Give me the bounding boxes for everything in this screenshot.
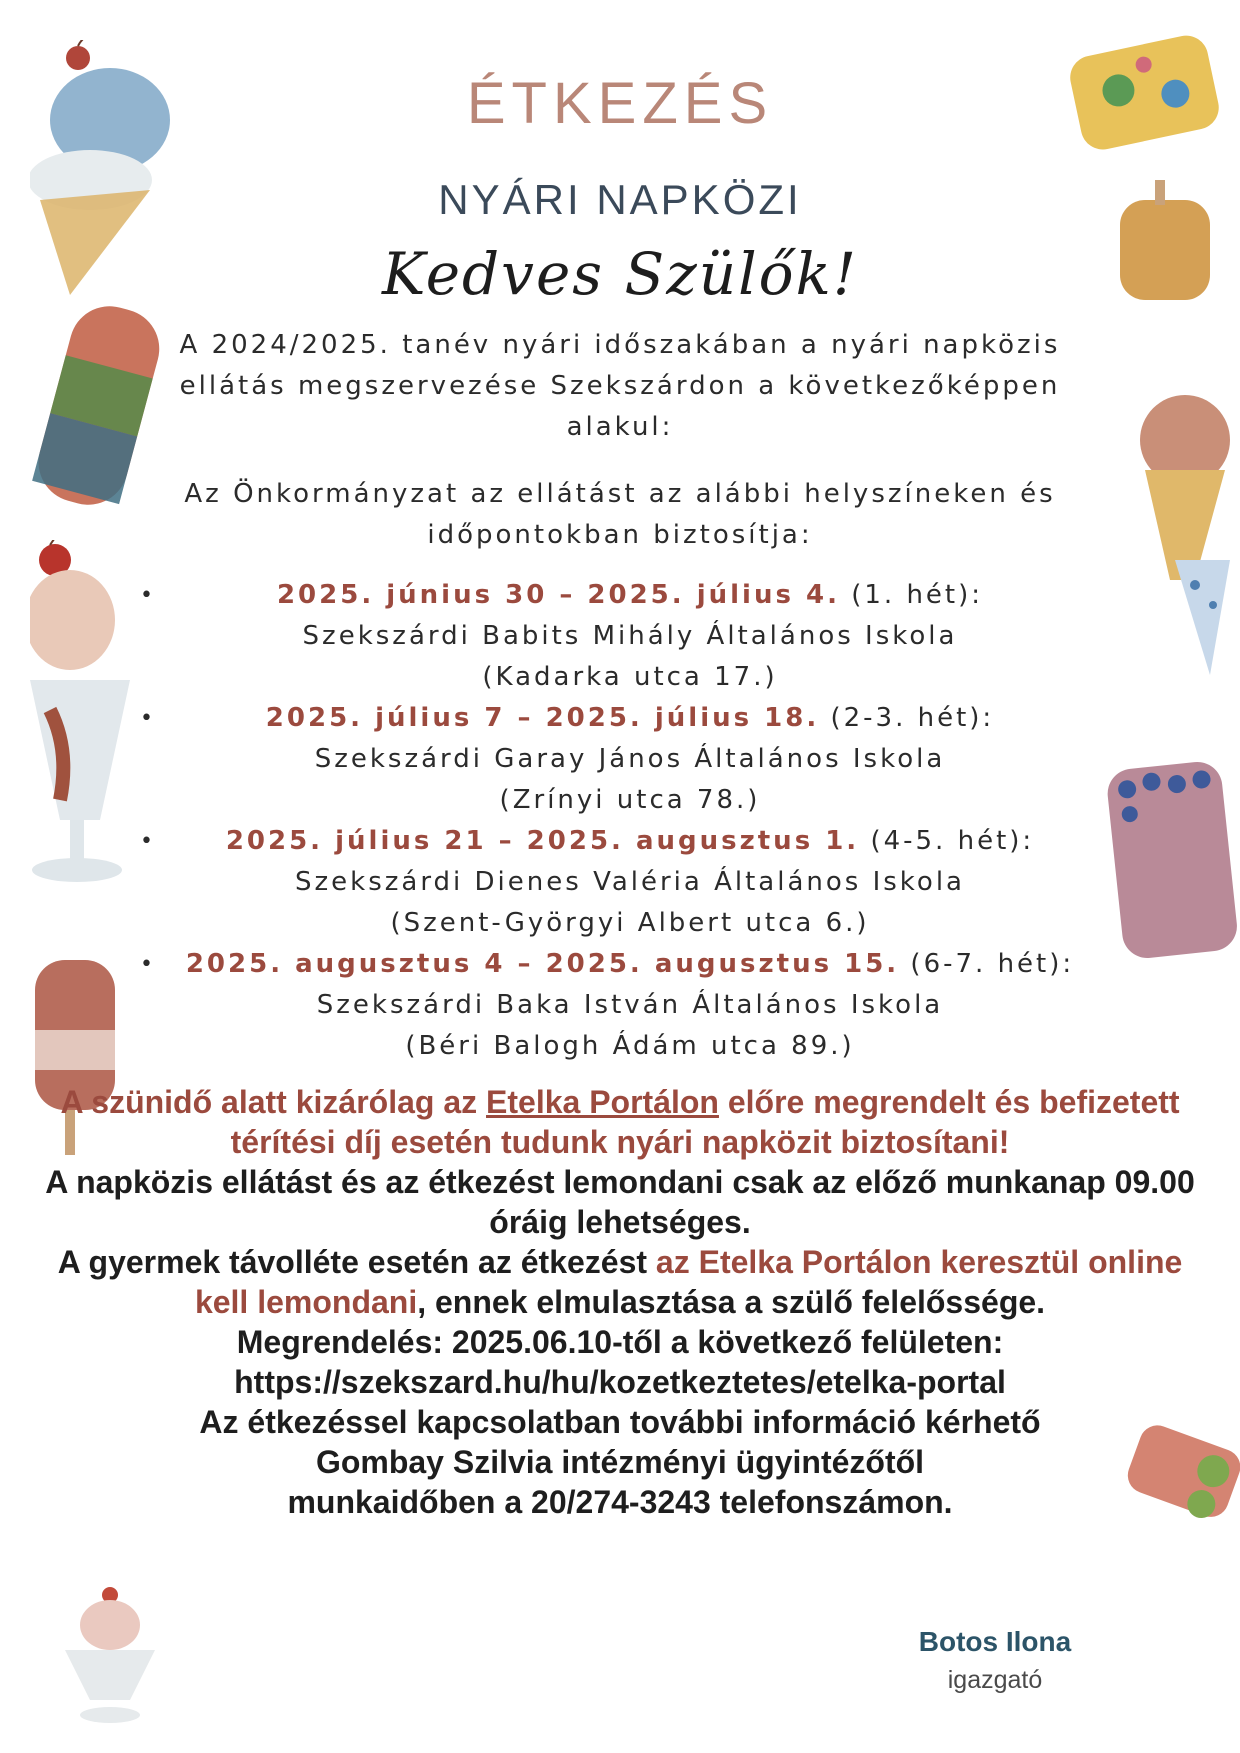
notice-contact: Az étkezéssel kapcsolatban további információ kérhető	[199, 1404, 1041, 1440]
schedule-item	[140, 944, 1120, 1067]
notice-order-start: Megrendelés: 2025.06.10-től a következő felületen:	[236, 1324, 1004, 1360]
intro-line: ellátás megszervezése Szekszárdon a következőképpen	[179, 371, 1061, 401]
schedule-school: Szekszárdi Babits Mihály Általános Iskola	[302, 621, 958, 651]
schedule-address: (Szent-Györgyi Albert utca 6.)	[390, 908, 870, 938]
intro-line: alakul:	[566, 412, 674, 442]
sundae-icon	[30, 540, 140, 910]
bullet-icon: •	[140, 583, 156, 608]
intro-paragraph	[120, 325, 1120, 448]
schedule-school: Szekszárdi Garay János Általános Iskola	[314, 744, 946, 774]
intro-line: Az Önkormányzat az ellátást az alábbi helyszíneken és	[184, 479, 1056, 509]
notice-absence: A gyermek távolléte esetén az étkezést az Etelka Portálon keresztül online kell lemondani, ennek elmulasztása a szülő felelőssége.	[57, 1244, 1183, 1320]
schedule-week: (2-3. hét):	[819, 703, 995, 733]
schedule-item	[140, 698, 1120, 821]
notice-phone: munkaidőben a 20/274-3243 telefonszámon.	[287, 1484, 953, 1520]
schedule-dates: 2025. augusztus 4 – 2025. augusztus 15.	[185, 949, 900, 979]
notice-order-info: A szünidő alatt kizárólag az Etelka Portálon előre megrendelt és befizetett térítési díj esetén tudunk nyári napközit biztosítani!	[60, 1084, 1180, 1160]
page-title: ÉTKEZÉS	[466, 71, 774, 136]
page-subtitle: NYÁRI NAPKÖZI	[438, 176, 802, 223]
notice-contact-person: Gombay Szilvia intézményi ügyintézőtől	[315, 1444, 925, 1480]
schedule-item	[140, 821, 1120, 944]
intro-paragraph	[120, 474, 1120, 556]
greeting: Kedves Szülők!	[381, 240, 859, 308]
popsicle-icon	[1105, 755, 1240, 970]
schedule-dates: 2025. július 21 – 2025. augusztus 1.	[225, 826, 860, 856]
schedule-address: (Kadarka utca 17.)	[482, 662, 778, 692]
ice-cream-cone-icon	[1175, 560, 1235, 680]
intro-line: A 2024/2025. tanév nyári időszakában a nyári napközis	[179, 330, 1061, 360]
bullet-icon: •	[140, 706, 156, 731]
schedule-item	[140, 575, 1120, 698]
schedule-dates: 2025. július 7 – 2025. július 18.	[265, 703, 820, 733]
signature-name: Botos Ilona	[918, 1626, 1072, 1657]
schedule-address: (Béri Balogh Ádám utca 89.)	[405, 1031, 855, 1061]
bullet-icon: •	[140, 829, 156, 854]
ice-cream-cone-icon	[1130, 380, 1230, 580]
etelka-portal-link[interactable]: Etelka Portálon	[486, 1084, 719, 1120]
schedule-address: (Zrínyi utca 78.)	[499, 785, 761, 815]
signature-role: igazgató	[947, 1666, 1043, 1694]
bullet-icon: •	[140, 952, 156, 977]
schedule-week: (1. hét):	[839, 580, 984, 610]
notice-cancel-deadline: A napközis ellátást és az étkezést lemondani csak az előző munkanap 09.00 óráig lehetséges.	[45, 1164, 1195, 1240]
schedule-week: (6-7. hét):	[899, 949, 1075, 979]
schedule-week: (4-5. hét):	[859, 826, 1035, 856]
intro-line: időpontokban biztosítja:	[427, 520, 813, 550]
portal-url-link[interactable]: https://szekszard.hu/hu/kozetkeztetes/etelka-portal	[234, 1364, 1006, 1400]
notice-block	[40, 1082, 1200, 1522]
schedule-dates: 2025. június 30 – 2025. július 4.	[276, 580, 840, 610]
sundae-icon	[55, 1580, 165, 1730]
signature	[880, 1626, 1110, 1695]
schedule-school: Szekszárdi Baka István Általános Iskola	[316, 990, 944, 1020]
schedule-list	[140, 575, 1120, 1067]
schedule-school: Szekszárdi Dienes Valéria Általános Iskola	[294, 867, 965, 897]
